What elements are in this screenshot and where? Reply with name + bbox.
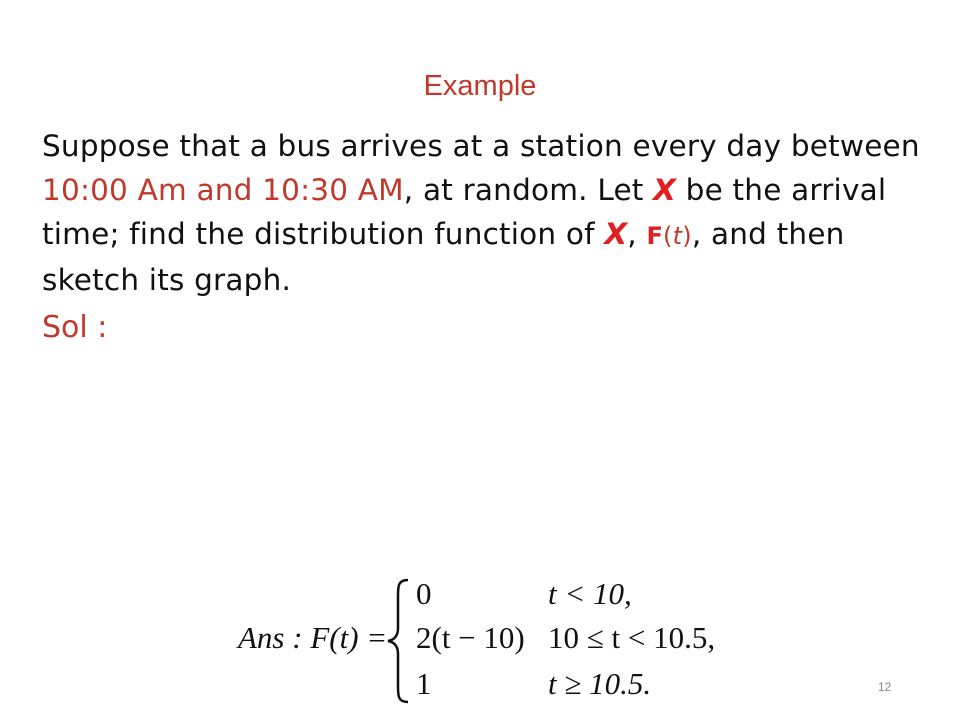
case-value-3: 1 [416,666,432,701]
problem-text-3: be the arrival time; find the distribution function of [42,173,887,251]
case-condition-2: 10 ≤ t < 10.5, [548,620,716,655]
case-condition-3: t ≥ 10.5. [548,666,652,701]
case-condition-1: t < 10, [548,576,632,611]
problem-text-2: , at random. Let [403,173,654,207]
function-close-paren: ) [682,222,692,250]
problem-text-1: Suppose that a bus arrives at a station every day between [42,129,920,163]
time-range: 10:00 Am and 10:30 AM [42,173,404,207]
slide-number: 12 [878,680,892,694]
function-f: F [646,222,664,250]
case-value-1: 0 [416,576,432,611]
answer-lhs: Ans : F(t) = [238,620,388,655]
problem-text-4: , [627,217,647,251]
function-open-paren: ( [663,222,673,250]
variable-x: X [653,173,677,207]
slide-title: Example [423,70,537,102]
case-value-2: 2(t − 10) [416,620,525,655]
function-arg: t [672,222,683,250]
variable-x-2: X [604,217,628,251]
problem-text-5: , and then sketch its graph. [42,217,845,297]
curly-brace-icon [386,576,412,706]
solution-label: Sol : [42,310,108,345]
answer-formula [238,570,758,710]
problem-statement [42,124,942,302]
